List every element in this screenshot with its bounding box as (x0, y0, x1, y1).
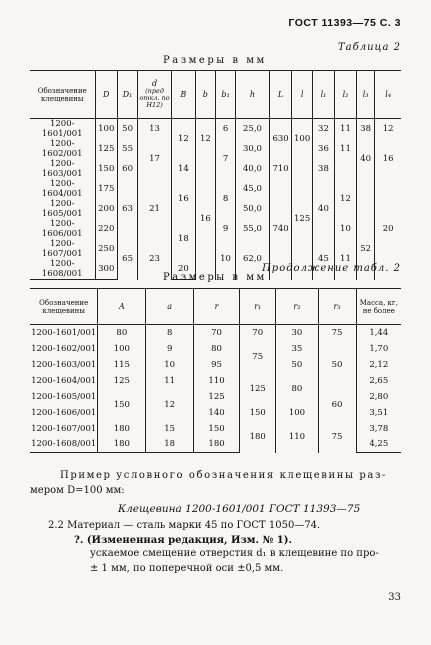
col-L: L (269, 71, 291, 119)
paragraph-3-line-2: ± 1 мм, по поперечной оси ±0,5 мм. (90, 563, 284, 574)
t2-D-7: 250 (95, 239, 117, 259)
t2-h-3: 40,0 (236, 159, 270, 179)
t2-l2-4: 12 (334, 179, 356, 219)
tc-a-8: 18 (146, 437, 194, 453)
col-b1: b₁ (215, 71, 235, 119)
t2-b1-4: 8 (215, 179, 235, 219)
tc-r1-6: 150 (240, 405, 276, 421)
t2-name-5: 1200-1605/001 (30, 199, 95, 219)
tc-mass-2: 1,70 (356, 341, 401, 357)
col-l4: l₄ (375, 71, 401, 119)
table2 (30, 70, 401, 280)
t2-L-1: 630 (269, 119, 291, 160)
t2-l1-1: 32 (312, 119, 334, 140)
t2-d-4: 21 (138, 179, 172, 239)
t2-D1-4: 63 (117, 179, 137, 239)
t2-b1-6: 9 (215, 219, 235, 239)
table2-number: Таблица 2 (337, 42, 401, 53)
col-D1: D₁ (117, 71, 137, 119)
t2-l2-2: 11 (334, 139, 356, 159)
t2-l3-4 (356, 179, 374, 219)
t2-h-7: 62,0 (236, 239, 270, 280)
t2-D-1: 100 (95, 119, 117, 140)
col-D: D (95, 71, 117, 119)
t2-h-6: 55,0 (236, 219, 270, 239)
col2-name: Обозначение клещевины (30, 289, 98, 325)
t2-B-1: 12 (171, 119, 195, 160)
tc-mass-7: 3,78 (356, 421, 401, 437)
tc-a-7: 15 (146, 421, 194, 437)
paragraph-2-2: 2.2 Материал — сталь марки 45 по ГОСТ 1050—74. (48, 520, 321, 531)
t2-name-2: 1200-1602/001 (30, 139, 95, 159)
t2-d-7: 23 (138, 239, 172, 280)
t2-B-6: 18 (171, 219, 195, 259)
example-line-2: мером D=100 мм: (30, 485, 125, 496)
t2-L-4: 740 (269, 179, 291, 280)
col2-r: r (194, 289, 240, 325)
tc-A-5: 150 (98, 389, 146, 421)
tc-r-4: 110 (194, 373, 240, 389)
table2-cont-number: Продолжение табл. 2 (262, 263, 401, 274)
t2-D1-3: 60 (117, 159, 137, 179)
tc-a-5: 12 (146, 389, 194, 421)
tc-r-8: 180 (194, 437, 240, 453)
t2-B-4: 16 (171, 179, 195, 219)
t2-l1-7: 45 (312, 239, 334, 280)
tc-A-1: 80 (98, 325, 146, 341)
t2-b1-2: 7 (215, 139, 235, 179)
page-number: 33 (388, 592, 401, 603)
tc-r1-7: 180 (240, 421, 276, 453)
col-d (138, 71, 172, 119)
t2-D1-2: 55 (117, 139, 137, 159)
col-l1: l₁ (312, 71, 334, 119)
t2-name-1: 1200-1601/001 (30, 119, 95, 140)
t2-l2-3 (334, 159, 356, 179)
page-header: ГОСТ 11393—75 С. 3 (288, 17, 401, 29)
tc-A-8: 180 (98, 437, 146, 453)
t2-D1-1: 50 (117, 119, 137, 140)
tc-r3-2: 50 (318, 341, 356, 389)
t2-D-2: 125 (95, 139, 117, 159)
col2-mass: Масса, кг, не более (356, 289, 401, 325)
col-l3: l₃ (356, 71, 374, 119)
t2-name-4: 1200-1604/001 (30, 179, 95, 199)
t2-b-3: 16 (195, 159, 215, 280)
tc-r3-1: 75 (318, 325, 356, 341)
tc-A-4: 125 (98, 373, 146, 389)
tc-a-4: 11 (146, 373, 194, 389)
t2-name-8: 1200-1608/001 (30, 259, 95, 280)
tc-r2-3: 50 (276, 357, 318, 373)
tc-r1-2: 75 (240, 341, 276, 373)
t2-B-8: 20 (171, 259, 195, 280)
tc-mass-3: 2,12 (356, 357, 401, 373)
tc-name-6: 1200-1606/001 (30, 405, 98, 421)
t2-l4-4: 20 (375, 179, 401, 280)
tc-r1-1: 70 (240, 325, 276, 341)
col-l2: l₂ (334, 71, 356, 119)
col-name: Обозначение клещевины (30, 71, 95, 119)
t2-D-8: 300 (95, 259, 117, 280)
t2-d-2: 17 (138, 139, 172, 179)
t2-b-1: 12 (195, 119, 215, 160)
tc-name-1: 1200-1601/001 (30, 325, 98, 341)
tc-r2-1: 30 (276, 325, 318, 341)
t2-l-3: 125 (292, 159, 313, 280)
paragraph-3-line-1: ускаемое смещение отверстия d₁ в клещевине по про- (90, 548, 379, 559)
t2-D1-7: 65 (117, 239, 137, 280)
tc-A-2: 100 (98, 341, 146, 357)
t2-D-5: 200 (95, 199, 117, 219)
tc-name-7: 1200-1607/001 (30, 421, 98, 437)
t2-L-3: 710 (269, 159, 291, 179)
tc-r-3: 95 (194, 357, 240, 373)
tc-r2-7: 110 (276, 421, 318, 453)
t2-l2-6: 10 (334, 219, 356, 239)
t2-l-1: 100 (292, 119, 313, 160)
t2-l2-1: 11 (334, 119, 356, 140)
col-l: l (292, 71, 313, 119)
tc-mass-5: 2,80 (356, 389, 401, 405)
table2-cont-caption: Размеры в мм (163, 272, 267, 283)
tc-a-3: 10 (146, 357, 194, 373)
tc-r3-5: 60 (318, 389, 356, 421)
example-line-1: Пример условного обозначения клещевины раз- (60, 470, 387, 481)
tc-r1-4: 125 (240, 373, 276, 405)
t2-h-5: 50,0 (236, 199, 270, 219)
tc-A-3: 115 (98, 357, 146, 373)
t2-l3-2: 40 (356, 139, 374, 179)
t2-D-4: 175 (95, 179, 117, 199)
t2-h-2: 30,0 (236, 139, 270, 159)
tc-mass-6: 3,51 (356, 405, 401, 421)
tc-A-7: 180 (98, 421, 146, 437)
tc-r-5: 125 (194, 389, 240, 405)
t2-l1-2: 36 (312, 139, 334, 159)
t2-B-3: 14 (171, 159, 195, 179)
tc-a-2: 9 (146, 341, 194, 357)
tc-mass-4: 2,65 (356, 373, 401, 389)
t2-D-3: 150 (95, 159, 117, 179)
t2-l3-1: 38 (356, 119, 374, 140)
designation-example: Клещевина 1200-1601/001 ГОСТ 11393—75 (118, 503, 361, 515)
tc-r3-7: 75 (318, 421, 356, 453)
t2-D-6: 220 (95, 219, 117, 239)
tc-r2-4: 80 (276, 373, 318, 405)
tc-r-1: 70 (194, 325, 240, 341)
tc-name-5: 1200-1605/001 (30, 389, 98, 405)
t2-b1-7: 10 (215, 239, 235, 280)
amendment-note: ?. (Измененная редакция, Изм. № 1). (74, 535, 292, 546)
tc-name-3: 1200-1603/001 (30, 357, 98, 373)
t2-l4-2: 16 (375, 139, 401, 179)
t2-name-3: 1200-1603/001 (30, 159, 95, 179)
col2-r1: r₁ (240, 289, 276, 325)
tc-r2-2: 35 (276, 341, 318, 357)
col-B: B (171, 71, 195, 119)
col2-A: A (98, 289, 146, 325)
tc-r-7: 150 (194, 421, 240, 437)
t2-d-1: 13 (138, 119, 172, 140)
tc-mass-1: 1,44 (356, 325, 401, 341)
col-b: b (195, 71, 215, 119)
tc-name-4: 1200-1604/001 (30, 373, 98, 389)
col2-a: a (146, 289, 194, 325)
tc-r-2: 80 (194, 341, 240, 357)
t2-b1-1: 6 (215, 119, 235, 140)
tc-r2-6: 100 (276, 405, 318, 421)
table2-continued (30, 288, 401, 453)
col2-r3: r₃ (318, 289, 356, 325)
t2-h-1: 25,0 (236, 119, 270, 140)
tc-a-1: 8 (146, 325, 194, 341)
t2-l3-6: 52 (356, 219, 374, 280)
t2-l1-4: 40 (312, 179, 334, 239)
t2-name-7: 1200-1607/001 (30, 239, 95, 259)
col2-r2: r₂ (276, 289, 318, 325)
t2-h-4: 45,0 (236, 179, 270, 199)
t2-l1-3: 38 (312, 159, 334, 179)
col-h: h (236, 71, 270, 119)
tc-name-2: 1200-1602/001 (30, 341, 98, 357)
tc-mass-8: 4,25 (356, 437, 401, 453)
t2-l2-7: 11 (334, 239, 356, 280)
t2-l4-1: 12 (375, 119, 401, 140)
col-d-symbol: d (151, 79, 158, 88)
tc-name-8: 1200-1608/001 (30, 437, 98, 453)
table2-caption: Размеры в мм (163, 55, 267, 66)
t2-name-6: 1200-1606/001 (30, 219, 95, 239)
tc-r-6: 140 (194, 405, 240, 421)
col-d-note: (пред откл. по H12) (139, 87, 170, 109)
